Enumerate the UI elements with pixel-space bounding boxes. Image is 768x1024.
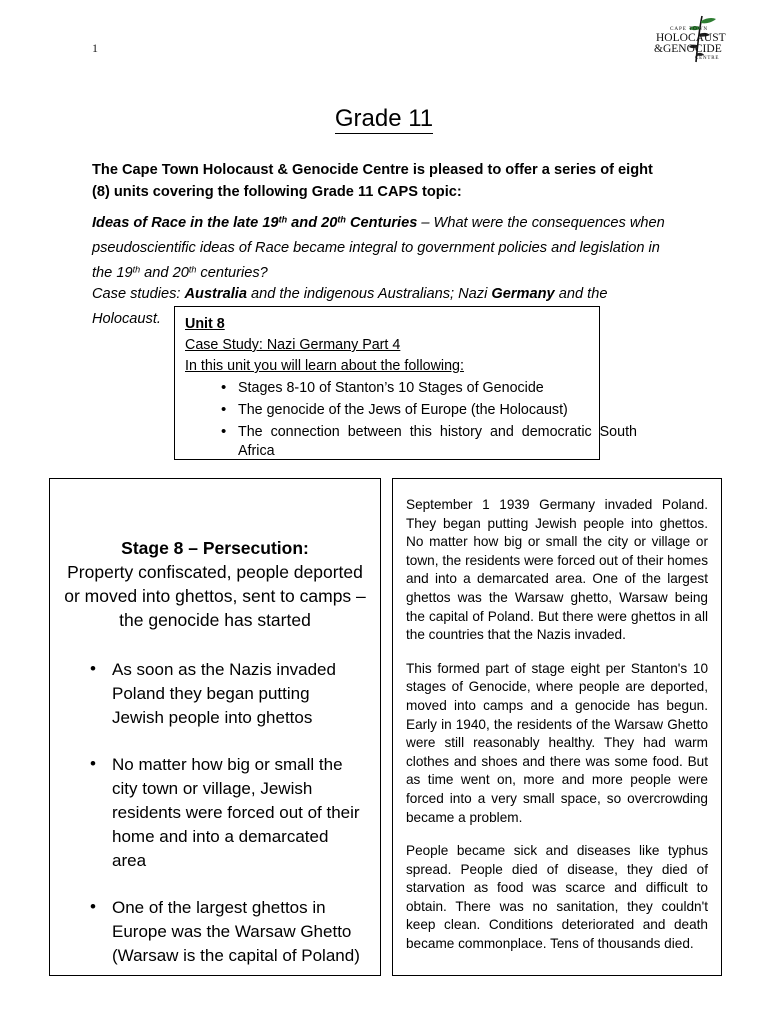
page-number: 1 <box>92 41 98 55</box>
bullet-icon: • <box>221 423 227 440</box>
unit-case-study <box>185 335 599 356</box>
unit-learn-intro-text: In this unit you will learn about the following: <box>185 358 464 374</box>
topic-sup-b: th <box>337 213 346 224</box>
list-item <box>185 401 599 420</box>
unit-heading <box>185 314 599 335</box>
case-studies-mid: and the indigenous Australians; Nazi <box>246 285 492 302</box>
topic-rest-a: – What were the consequences when pseudoscientific ideas of Race became integral to government policies and legislation in the 19 <box>92 214 665 281</box>
topic-paragraph <box>92 211 672 286</box>
bullet-icon: • <box>90 754 96 773</box>
list-item <box>185 423 637 461</box>
narrative-paragraph: This formed part of stage eight per Stanton's 10 stages of Genocide, where people are deported, moved into camps and a genocide has begun. Early in 1940, the residents of the Warsaw Ghetto were still reasonably healthy. They had warm clothes and shoes and there was some food. But as time went on, more and more people were forced into a very small space, so overcrowding became a problem. <box>406 660 708 825</box>
case-studies-tail: and the Holocaust. <box>92 285 608 327</box>
narrative-paragraph: September 1 1939 Germany invaded Poland. They began putting Jewish people into ghettos. No matter how big or small the city or village or town, the residents were forced out of their homes and into a demarcated area. One of the largest ghettos was the Warsaw ghetto, Warsaw being the capital of Poland. But there were ghettos in all the countries that the Nazis invaded. <box>406 497 708 643</box>
case-study-australia: Australia <box>184 285 247 302</box>
list-item <box>64 896 366 968</box>
page-title <box>0 104 768 134</box>
unit-objective-text: The genocide of the Jews of Europe (the Holocaust) <box>238 402 568 418</box>
topic-sup-a: th <box>278 213 288 224</box>
topic-rest-b: and 20 <box>140 264 189 281</box>
topic-bold-c: Centuries <box>345 214 418 231</box>
unit-objective-text: The connection between this history and democratic South Africa <box>238 424 637 459</box>
topic-rest-c: centuries? <box>196 264 268 281</box>
logo-text-holocaust: HOLOCAUST <box>656 32 726 44</box>
logo-text-centre: CENTRE <box>695 56 720 61</box>
stage-bullet-text: No matter how big or small the city town or village, Jewish residents were forced out of their home and into a demarcated area <box>112 755 360 870</box>
topic-bold-b: and 20 <box>287 214 338 231</box>
stage-subtitle: Property confiscated, people deported or moved into ghettos, sent to camps – the genocide has started <box>64 562 366 630</box>
bullet-icon: • <box>221 379 227 396</box>
unit-learn-intro <box>185 356 599 377</box>
logo-text-genocide: &GENOCIDE <box>654 43 722 55</box>
logo-text-cape-town: CAPE TOWN <box>670 26 709 32</box>
topic-sup-c: th <box>132 263 141 274</box>
page-title-text: Grade 11 <box>334 105 434 133</box>
unit-objective-text: Stages 8-10 of Stanton’s 10 Stages of Genocide <box>238 380 544 396</box>
list-item <box>64 753 366 873</box>
intro-paragraph: The Cape Town Holocaust & Genocide Centre is pleased to offer a series of eight (8) units covering the following Grade 11 CAPS topic: <box>92 161 653 201</box>
left-content-box <box>49 478 381 976</box>
unit-info-box <box>174 306 637 460</box>
right-content-box <box>392 478 722 976</box>
bullet-icon: • <box>221 401 227 418</box>
list-item <box>64 658 366 730</box>
unit-case-study-text: Case Study: Nazi Germany Part 4 <box>185 337 401 353</box>
list-item <box>185 379 599 398</box>
narrative-paragraph: People became sick and diseases like typhus spread. People died of disease, they died of starvation as food was scarce and difficult to obtain. There was no sanitation, they couldn't keep clean. Conditions deteriorated and death became commonplace. Tens of thousands died. <box>406 843 708 952</box>
stage-bullet-text: As soon as the Nazis invaded Poland they began putting Jewish people into ghettos <box>112 660 336 727</box>
topic-sup-d: th <box>188 263 197 274</box>
organisation-logo <box>650 14 746 64</box>
stage-bullet-list <box>64 658 366 968</box>
stage-heading: Stage 8 – Persecution: <box>121 538 309 558</box>
bullet-icon: • <box>90 659 96 678</box>
case-study-germany: Germany <box>491 285 555 302</box>
bullet-icon: • <box>90 897 96 916</box>
case-studies-lead: Case studies: <box>92 285 185 302</box>
unit-objectives-list <box>185 379 637 461</box>
unit-heading-text: Unit 8 <box>185 316 225 332</box>
topic-bold-a: Ideas of Race in the late 19 <box>92 214 279 231</box>
stage-bullet-text: One of the largest ghettos in Europe was the Warsaw Ghetto (Warsaw is the capital of Poland) <box>112 898 360 965</box>
